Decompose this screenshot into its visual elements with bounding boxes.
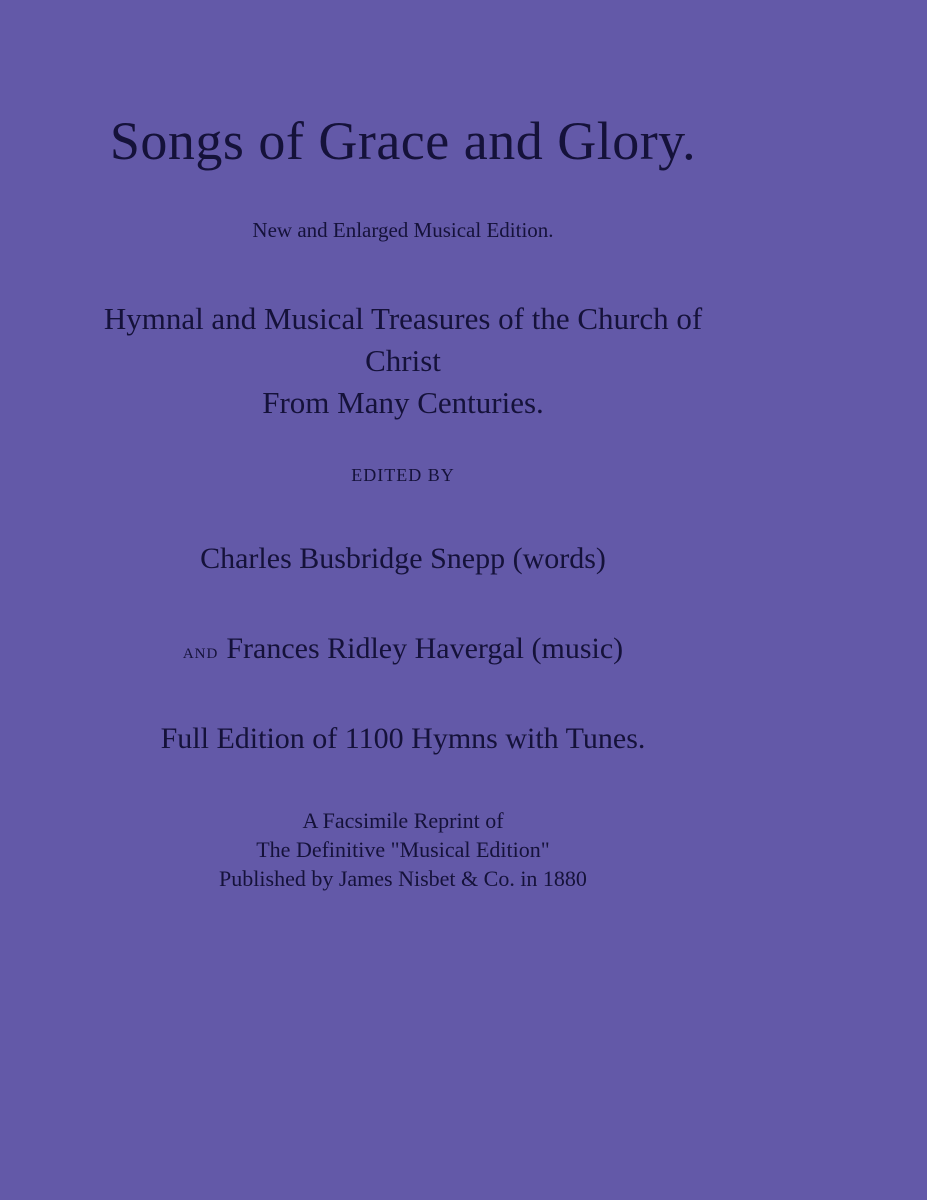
edition-subtitle: New and Enlarged Musical Edition. xyxy=(252,218,554,242)
book-title: Songs of Grace and Glory. xyxy=(109,111,697,171)
description-line-2: Christ xyxy=(365,343,441,378)
editor-words: Charles Busbridge Snepp (words) xyxy=(200,542,606,575)
facsimile-line-2: The Definitive "Musical Edition" xyxy=(256,837,550,862)
facsimile-line-1: A Facsimile Reprint of xyxy=(302,808,504,833)
description-line-1: Hymnal and Musical Treasures of the Church of xyxy=(103,301,703,336)
and-label: AND xyxy=(182,646,219,662)
description-line-3: From Many Centuries. xyxy=(262,385,544,420)
edited-by-label: EDITED BY xyxy=(351,465,455,485)
editor-music: Frances Ridley Havergal (music) xyxy=(226,632,624,665)
full-edition-note: Full Edition of 1100 Hymns with Tunes. xyxy=(160,722,646,755)
editor-music-line xyxy=(0,632,806,666)
description-heading xyxy=(0,298,806,424)
facsimile-note xyxy=(0,806,806,893)
facsimile-line-3: Published by James Nisbet & Co. in 1880 xyxy=(219,866,587,891)
